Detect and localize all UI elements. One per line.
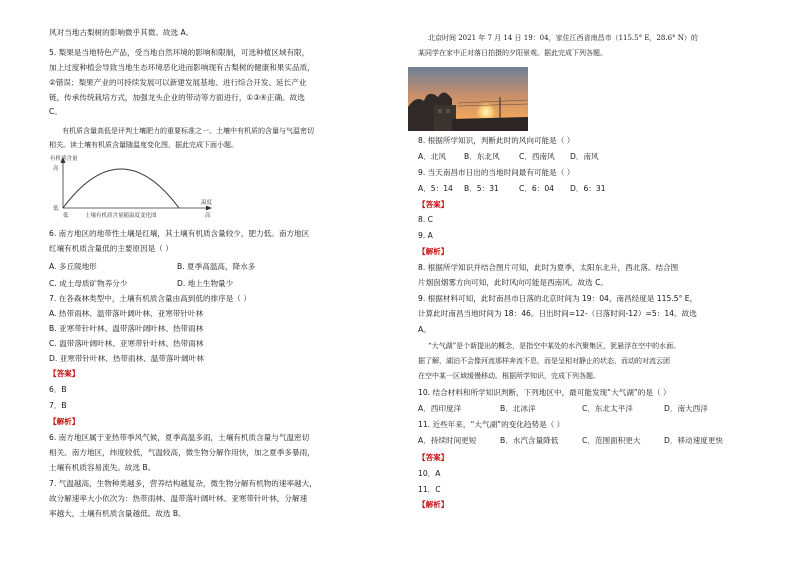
text-line: 链，传承传统栽培方式，加强龙头企业的带动等方面进行，①③④正确。故选 [49, 93, 305, 102]
option-b: B．水汽含量降低 [500, 436, 559, 445]
option-d: D．移动速度更快 [664, 436, 724, 445]
x-high-label: 高 [205, 213, 211, 219]
option-b: B. 夏季高温高，降水多 [177, 262, 256, 271]
text-line: 9. 当天南昌市日出的当地时间最有可能是（ ） [418, 168, 575, 177]
text-line: 7. 气温越高，生物种类越多，营养结构越复杂，微生物分解有机物的速率越大， [49, 479, 317, 488]
text-line: 11. 近些年来，“大气湖”的变化趋势是（ ） [418, 420, 565, 429]
answer-heading: 【答案】 [418, 453, 449, 462]
organic-matter-temperature-chart [49, 152, 219, 224]
text-line: 10. 结合材料和所学知识判断，下列地区中，最可能发现“大气湖”的是（ ） [418, 388, 671, 397]
text-line: 红壤有机质含量低的主要原因是（ ） [49, 244, 173, 253]
option-c: C．范围面积更大 [582, 436, 641, 445]
text-line: 8. 根据所学知识并结合图片可知，此时为夏季，太阳东北升，西北落。结合图 [418, 263, 679, 272]
answer-line: 7．B [49, 401, 67, 410]
sunset-photo [408, 67, 528, 131]
text-line: 加上过度种植会导致当地生态环境恶化进而影响现有古梨树的健康和果实品质， [49, 63, 315, 72]
ground [452, 117, 528, 131]
window [438, 109, 442, 113]
option-a: A．北风 [418, 152, 446, 161]
text-line: 率越大，土壤有机质含量越低。故选 B。 [49, 509, 186, 518]
text-line: 土壤有机质容易流失。故选 B。 [49, 463, 156, 472]
analysis-heading: 【解析】 [418, 500, 449, 509]
text-line: 据了解，湖泊不会像河流那样奔流不息，而是呈相对静止的状态，而动的对流云团 [418, 357, 670, 365]
answer-line: 8. C [418, 215, 433, 224]
option-d: D. 地上生物量少 [177, 279, 234, 288]
analysis-heading: 【解析】 [418, 247, 449, 256]
text-line: 某同学在家中正对落日拍摄的夕阳景观。据此完成下列各题。 [418, 49, 607, 57]
chart-caption: 土壤有机质含量随温度变化图 [85, 213, 157, 219]
text-line: 相关。南方地区，纬度较低，气温较高，微生物分解作用快，加之夏季多暴雨， [49, 448, 315, 457]
text-line: 5. 梨果是当地特色产品，受当地自然环境的影响和限制，可选种植区域有限， [49, 48, 310, 57]
option-c: C. 温带落叶阔叶林、亚寒带针叶林、热带雨林 [49, 339, 204, 348]
text-line: 风对当地古梨树的影响微乎其微。故选 A。 [49, 28, 194, 37]
y-low-label: 低 [53, 206, 59, 212]
option-d: D．南风 [570, 152, 599, 161]
text-line: ②错误；梨果产业的可持续发展可以新建发展基地、进行综合开发、延长产业 [49, 78, 307, 87]
option-b: B．5：31 [464, 184, 499, 193]
option-c: C. 成土母质矿物养分少 [49, 279, 128, 288]
option-b: B．东北风 [464, 152, 500, 161]
text-line: 相关。读土壤有机质含量随温度变化图，据此完成下面小题。 [49, 141, 238, 149]
option-a: A．5：14 [418, 184, 453, 193]
x-axis-arrow [206, 206, 212, 211]
x-low-label: 低 [63, 213, 69, 219]
analysis-heading: 【解析】 [49, 417, 80, 426]
option-d: D．南大西洋 [664, 404, 708, 413]
text-line: 故分解速率大小依次为：热带雨林、温带落叶阔叶林、亚寒带针叶林，分解速 [49, 494, 308, 503]
window [446, 109, 450, 113]
answer-line: 6．B [49, 385, 67, 394]
option-c: C．6：04 [519, 184, 554, 193]
option-d: D．6：31 [570, 184, 606, 193]
option-b: B．北冰洋 [500, 404, 536, 413]
answer-heading: 【答案】 [418, 200, 449, 209]
option-c: C．东北太平洋 [582, 404, 633, 413]
text-line: A。 [418, 325, 431, 334]
option-a: A. 多丘陵地形 [49, 262, 97, 271]
option-a: A．西印度洋 [418, 404, 462, 413]
text-line: 8. 根据所学知识，判断此时的风向可能是（ ） [418, 136, 575, 145]
text-line: 北京时间 2021 年 7 月 14 日 19：04，家住江西省南昌市（115.5° E，28.6° N）的 [428, 34, 698, 42]
text-line: 9. 根据材料可知，此时南昌市日落的北京时间为 19：04，南昌经度是 115.5° E， [418, 294, 698, 303]
y-axis-title: 有机质含量 [50, 156, 78, 162]
answer-line: 9. A [418, 231, 433, 240]
option-a: A. 热带雨林、温带落叶阔叶林、亚寒带针叶林 [49, 309, 204, 318]
option-a: A．持续时间更短 [418, 436, 477, 445]
text-line: 有机质含量高低是评判土壤肥力的重要标准之一。土壤中有机质的含量与气温密切 [62, 127, 314, 135]
answer-heading: 【答案】 [49, 369, 80, 378]
answer-line: 10．A [418, 469, 441, 478]
text-line: 计算此时南昌当地时间为 18：46。日出时间=12-（日落时间-12）=5：14。故选 [418, 309, 697, 318]
option-d: D. 亚寒带针叶林、热带雨林、温带落叶阔叶林 [49, 354, 204, 363]
option-c: C．西南风 [519, 152, 555, 161]
text-line: 片烟囱烟雾方向可知，此时风向可能是西南风。故选 C。 [418, 278, 608, 287]
text-line: C。 [49, 107, 62, 116]
option-b: B. 亚寒带针叶林、温带落叶阔叶林、热带雨林 [49, 324, 204, 333]
organic-matter-curve [63, 169, 179, 208]
text-line: 6. 南方地区的地带性土壤是红壤，其土壤有机质含量较少，肥力低。南方地区 [49, 229, 310, 238]
text-line: 在空中某一区域缓慢移动。根据所学知识，完成下列各题。 [418, 372, 600, 380]
text-line: 7. 在各森林类型中，土壤有机质含量由高到低的排序是（ ） [49, 294, 251, 303]
y-high-label: 高 [53, 166, 59, 172]
answer-line: 11．C [418, 485, 441, 494]
text-line: 6. 南方地区属于亚热带季风气候，夏季高温多雨，土壤有机质含量与气温密切 [49, 433, 310, 442]
x-axis-title: 温度 [201, 200, 213, 206]
text-line: “大气湖”是个新提出的概念，是指空中某处的水汽聚集区，犹悬浮在空中的水面。 [428, 342, 681, 350]
